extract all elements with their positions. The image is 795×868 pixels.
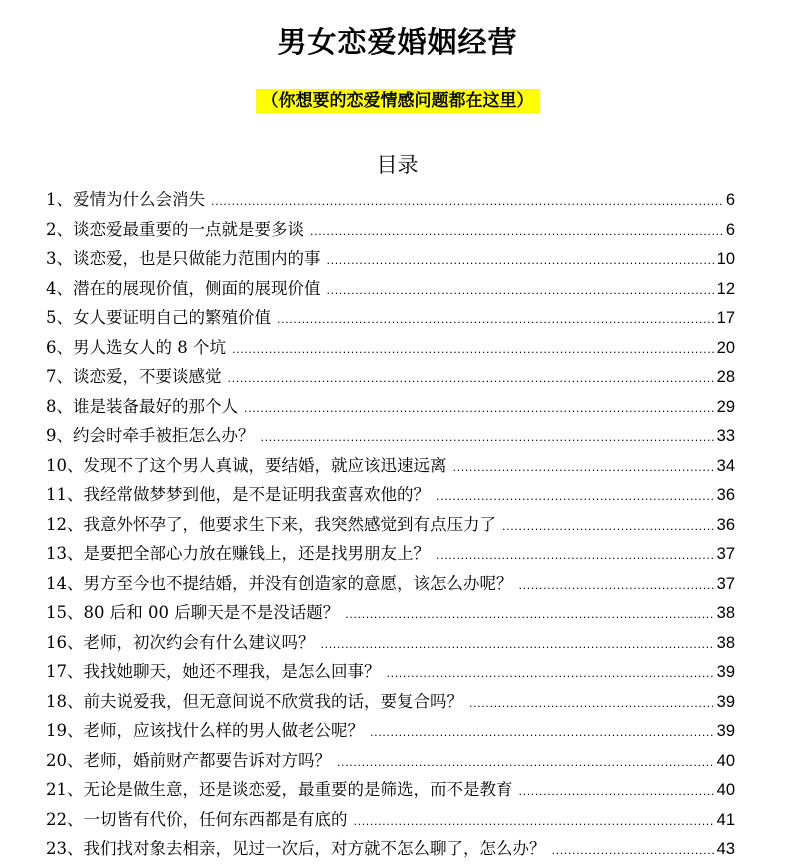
toc-entry-title: 老师，初次约会有什么建议吗？ xyxy=(83,632,315,652)
toc-page-number: 34 xyxy=(716,456,735,475)
toc-entry[interactable] xyxy=(46,275,735,305)
toc-entry-title: 谈恋爱，不要谈感觉 xyxy=(73,367,222,386)
toc-dot-leader xyxy=(519,785,714,798)
toc-dot-leader xyxy=(370,726,714,739)
toc-page-number: 38 xyxy=(716,604,735,622)
toc-entry-number: 9、 xyxy=(46,426,73,445)
toc-entry-number: 11、 xyxy=(46,485,84,504)
toc-entry-title: 我找她聊天，她还不理我，是怎么回事？ xyxy=(83,662,381,681)
toc-dot-leader xyxy=(321,638,714,651)
toc-dot-leader xyxy=(232,343,714,356)
toc-entry[interactable] xyxy=(46,717,735,747)
toc-page-number: 36 xyxy=(716,515,735,534)
toc-page-number: 6 xyxy=(725,191,735,209)
toc-entry[interactable] xyxy=(46,688,735,718)
toc-entry-number: 4、 xyxy=(46,278,73,298)
toc-entry-title: 一切皆有代价，任何东西都是有底的 xyxy=(83,809,348,829)
subtitle-container xyxy=(0,89,795,113)
toc-dot-leader xyxy=(327,254,714,267)
toc-entry-number: 22、 xyxy=(46,809,84,829)
toc-page-number: 17 xyxy=(716,309,735,327)
toc-entry-number: 2、 xyxy=(46,219,73,239)
toc-page-number: 40 xyxy=(716,751,735,770)
toc-entry-title: 爱情为什么会消失 xyxy=(73,190,205,209)
toc-entry-title: 老师，婚前财产都要告诉对方吗？ xyxy=(83,750,331,770)
toc-page-number: 37 xyxy=(716,574,735,593)
toc-entry-title: 80 后和 00 后聊天是不是没话题？ xyxy=(83,603,340,622)
toc-entry[interactable] xyxy=(46,334,735,364)
toc-page-number: 43 xyxy=(716,840,735,858)
toc-entry[interactable] xyxy=(46,540,735,570)
toc-entry-number: 19、 xyxy=(46,721,84,740)
toc-entry-title: 谈恋爱最重要的一点就是要多谈 xyxy=(73,219,304,239)
toc-dot-leader xyxy=(354,815,714,828)
toc-entry-number: 16、 xyxy=(46,632,84,652)
toc-entry-title: 我意外怀孕了，他要求生下来，我突然感觉到有点压力了 xyxy=(83,514,496,534)
toc-dot-leader xyxy=(277,313,714,326)
toc-entry-title: 老师，应该找什么样的男人做老公呢？ xyxy=(83,721,364,740)
toc-page-number: 28 xyxy=(716,368,735,386)
toc-page-number: 40 xyxy=(716,781,735,799)
toc-entry[interactable] xyxy=(46,570,735,600)
toc-dot-leader xyxy=(436,549,714,562)
toc-entry-title: 我们找对象去相亲，见过一次后，对方就不怎么聊了，怎么办？ xyxy=(83,839,546,858)
toc-entry-title: 前夫说爱我，但无意间说不欣赏我的话，要复合吗？ xyxy=(83,691,463,711)
toc-entry[interactable] xyxy=(46,747,735,777)
toc-entry[interactable] xyxy=(46,363,735,393)
toc-entry-number: 12、 xyxy=(46,514,84,534)
toc-page-number: 36 xyxy=(716,486,735,504)
toc-entry[interactable] xyxy=(46,481,735,511)
toc-entry-number: 23、 xyxy=(46,839,84,858)
toc-entry[interactable] xyxy=(46,186,735,216)
toc-dot-leader xyxy=(211,195,723,208)
toc-page-number: 39 xyxy=(716,692,735,711)
toc-entry[interactable] xyxy=(46,304,735,334)
toc-entry[interactable] xyxy=(46,806,735,836)
toc-page-number: 10 xyxy=(716,250,735,268)
toc-dot-leader xyxy=(345,608,713,621)
toc-page-number: 39 xyxy=(716,663,735,681)
toc-entry-title: 女人要证明自己的繁殖价值 xyxy=(73,308,271,327)
toc-entry-number: 13、 xyxy=(46,544,84,563)
toc-entry[interactable] xyxy=(46,511,735,541)
toc-entry-number: 17、 xyxy=(46,662,84,681)
toc-entry-title: 无论是做生意，还是谈恋爱，最重要的是筛选，而不是教育 xyxy=(83,780,513,799)
toc-entry[interactable] xyxy=(46,835,735,865)
toc-entry-number: 1、 xyxy=(46,190,73,209)
toc-entry-number: 6、 xyxy=(46,337,73,357)
toc-dot-leader xyxy=(327,284,714,297)
toc-entry[interactable] xyxy=(46,452,735,482)
toc-page-number: 33 xyxy=(716,427,735,445)
table-of-contents xyxy=(46,186,735,865)
toc-entry-title: 谈恋爱，也是只做能力范围内的事 xyxy=(73,249,321,268)
toc-page-number: 29 xyxy=(716,397,735,416)
toc-entry-title: 我经常做梦梦到他，是不是证明我蛮喜欢他的？ xyxy=(83,485,430,504)
toc-entry-title: 男人选女人的 8 个坑 xyxy=(73,337,226,357)
toc-entry-number: 10、 xyxy=(46,455,84,475)
toc-dot-leader xyxy=(244,402,714,415)
toc-entry[interactable] xyxy=(46,776,735,806)
toc-entry[interactable] xyxy=(46,599,735,629)
toc-dot-leader xyxy=(310,225,723,238)
toc-entry[interactable] xyxy=(46,393,735,423)
toc-entry-number: 7、 xyxy=(46,367,73,386)
toc-entry-number: 5、 xyxy=(46,308,73,327)
toc-dot-leader xyxy=(552,844,714,857)
toc-page-number: 6 xyxy=(725,220,735,239)
toc-dot-leader xyxy=(453,461,714,474)
toc-dot-leader xyxy=(337,756,714,769)
toc-dot-leader xyxy=(261,431,714,444)
toc-page-number: 12 xyxy=(716,279,735,298)
toc-entry-number: 8、 xyxy=(46,396,73,416)
toc-entry-number: 15、 xyxy=(46,603,84,622)
toc-page-number: 39 xyxy=(716,722,735,740)
toc-entry-title: 发现不了这个男人真诚，要结婚，就应该迅速远离 xyxy=(83,455,447,475)
toc-entry-title: 潜在的展现价值，侧面的展现价值 xyxy=(73,278,321,298)
toc-dot-leader xyxy=(502,520,714,533)
toc-entry-title: 是要把全部心力放在赚钱上，还是找男朋友上？ xyxy=(83,544,430,563)
toc-entry-number: 20、 xyxy=(46,750,84,770)
toc-entry[interactable] xyxy=(46,629,735,659)
toc-entry-number: 3、 xyxy=(46,249,73,268)
toc-dot-leader xyxy=(228,372,714,385)
toc-entry[interactable] xyxy=(46,658,735,688)
toc-entry-title: 约会时牵手被拒怎么办？ xyxy=(73,426,255,445)
toc-entry-number: 14、 xyxy=(46,573,84,593)
toc-entry[interactable] xyxy=(46,216,735,246)
toc-entry-number: 21、 xyxy=(46,780,84,799)
toc-entry-title: 男方至今也不提结婚，并没有创造家的意愿，该怎么办呢？ xyxy=(83,573,513,593)
toc-heading: 目录 xyxy=(376,153,419,177)
toc-dot-leader xyxy=(469,697,714,710)
toc-entry[interactable] xyxy=(46,245,735,275)
document-title: 男女恋爱婚姻经营 xyxy=(277,25,518,59)
toc-page-number: 41 xyxy=(716,810,735,829)
toc-page-number: 20 xyxy=(716,338,735,357)
toc-entry-title: 谁是装备最好的那个人 xyxy=(73,396,238,416)
toc-entry[interactable] xyxy=(46,422,735,452)
toc-entry-number: 18、 xyxy=(46,691,84,711)
toc-dot-leader xyxy=(436,490,714,503)
toc-page-number: 38 xyxy=(716,633,735,652)
highlighted-subtitle: （你想要的恋爱情感问题都在这里） xyxy=(256,89,540,113)
toc-dot-leader xyxy=(519,579,714,592)
toc-page-number: 37 xyxy=(716,545,735,563)
toc-dot-leader xyxy=(387,667,714,680)
